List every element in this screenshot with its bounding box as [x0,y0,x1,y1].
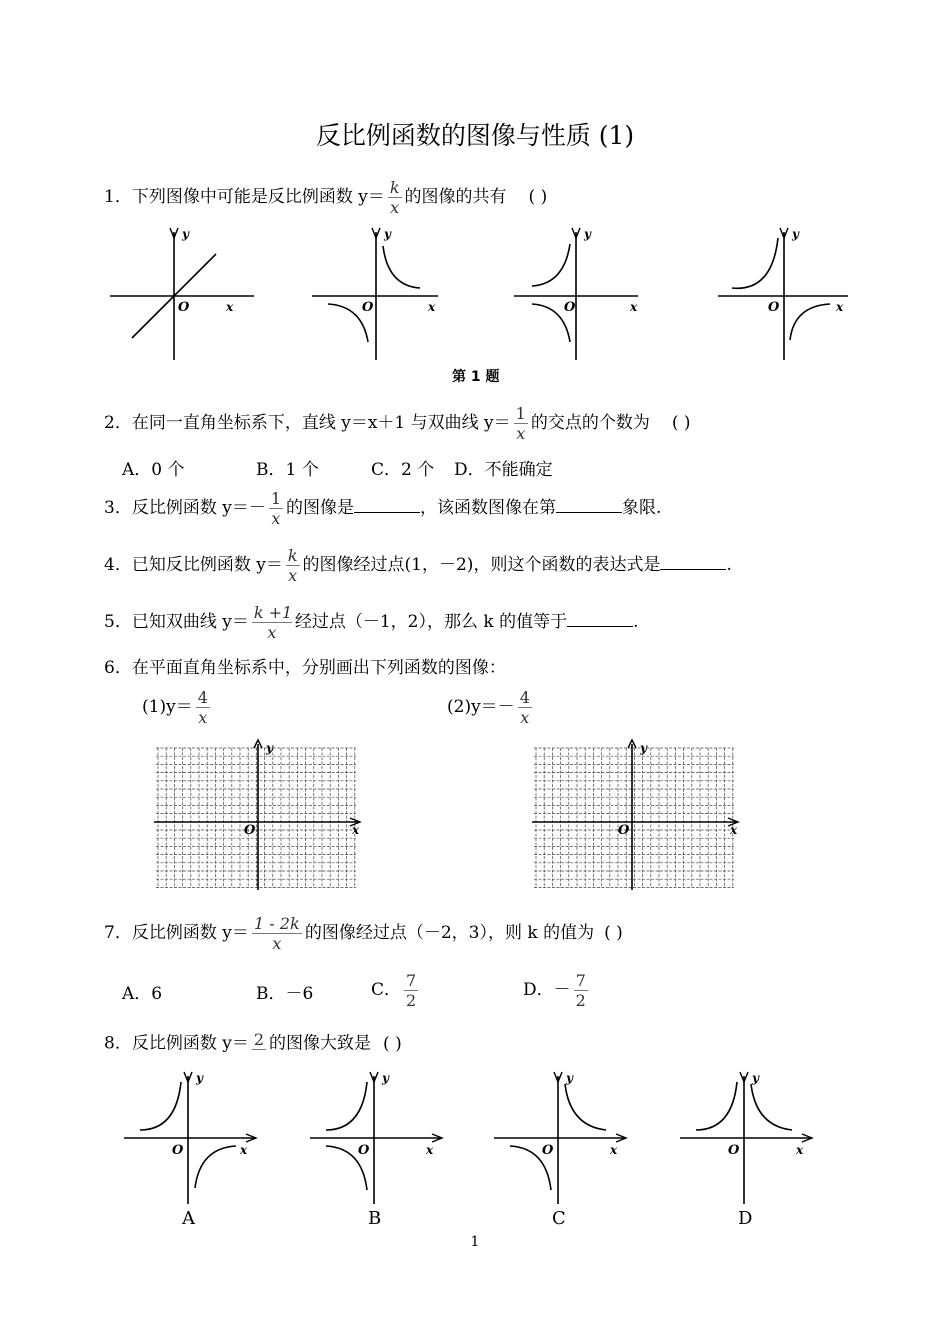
q8-answer-paren: ( ) [383,1033,402,1054]
q3-text-2: 的图像是 [286,498,355,518]
q6-part-1-fraction [196,688,210,727]
q7-option-d-label: D．－ [523,980,571,1000]
q8-denominator [252,1049,266,1058]
q6-part-2 [447,688,535,727]
q3-text: 反比例函数 y＝－ [131,498,266,518]
q8-graph-d [674,1068,819,1208]
q5-text-2: 经过点（－1，2），那么 k 的值等于 [294,612,568,632]
q7-answer-paren: ( ) [604,923,623,943]
origin-label: O [172,1143,184,1158]
question-2 [104,404,691,443]
grid-lines [156,748,356,888]
q1-caption: 第 1 题 [452,369,500,385]
q6-part-1-label: (1)y＝ [142,697,193,717]
q3-text-3: ，该函数图像在第 [420,498,557,518]
q6-part-2-label: (2)y＝－ [447,697,515,717]
x-label: x [836,300,844,314]
q2-fraction [514,404,528,443]
x-label: x [226,300,234,314]
q6-grid-1[interactable] [152,738,367,893]
q8-text-2: 的图像大致是 [269,1033,372,1054]
question-6 [104,657,506,679]
q6-grid-2[interactable] [530,738,745,893]
q4-number: 4． [104,555,132,575]
q7-option-c-numerator: 7 [406,971,417,990]
q5-number: 5． [104,612,132,632]
question-8 [104,1030,402,1058]
curve-q2 [532,244,570,286]
q7-option-b: B．－6 [256,984,314,1004]
q8-label-d[interactable]: D [738,1208,753,1229]
q5-blank[interactable] [567,612,633,627]
y-label: y [640,741,647,755]
y-label: y [382,1071,389,1085]
q3-number: 3． [104,498,132,518]
origin-label: O [362,300,374,315]
q4-text: 已知反比例函数 y＝ [131,555,283,575]
q7-text: 反比例函数 y＝ [131,923,249,943]
q7-option-c-fraction [404,971,418,1010]
q3-numerator: 1 [270,489,282,508]
origin-label: O [564,300,576,315]
q6-part-2-fraction [518,688,532,727]
q1-graph-2 [308,224,443,364]
q2-option-c: C．2 个 [371,460,435,480]
q4-text-2: 的图像经过点(1，－2)，则这个函数的表达式是 [302,555,661,575]
y-label: y [752,1071,759,1085]
curve-q2 [140,1082,181,1130]
q3-denominator: x [269,508,283,528]
question-4 [104,546,732,585]
x-label: x [428,300,436,314]
q1-graph-1 [104,224,259,364]
curve-q1 [565,1084,606,1130]
q8-numerator: 2 [253,1030,265,1049]
origin-label: O [768,300,780,315]
q7-option-c-denominator: 2 [406,991,417,1010]
origin-label: O [618,823,630,838]
q2-text: 在同一直角坐标系下，直线 y＝x＋1 与双曲线 y＝ [131,413,511,433]
q2-option-b: B．1 个 [256,460,319,480]
x-label: x [796,1143,804,1157]
q6-part-1-numerator: 4 [197,688,208,707]
q3-text-4: 象限. [622,498,662,518]
q6-part-2-denominator: x [518,707,532,727]
curve-q2 [732,238,778,288]
q7-option-c [371,971,421,1010]
origin-label: O [728,1143,740,1158]
q2-option-d: D．不能确定 [454,460,553,480]
x-label: x [730,823,738,837]
page-title: 反比例函数的图像与性质 (1) [315,121,635,150]
q3-blank-2[interactable] [556,498,622,513]
q8-text: 反比例函数 y＝ [131,1033,249,1054]
q2-number: 2． [104,413,132,433]
y-label: y [792,227,799,241]
q6-part-1 [142,688,213,727]
y-label: y [182,227,189,241]
question-7 [104,914,623,953]
q8-fraction [252,1030,266,1058]
question-1 [104,178,547,217]
y-label: y [566,1071,573,1085]
q5-numerator: k +1 [253,603,293,622]
grid-lines [534,748,734,888]
q8-graph-c [488,1068,633,1208]
q2-text-2: 的交点的个数为 [530,413,650,433]
origin-label: O [244,823,256,838]
q1-graph-4 [712,224,852,364]
x-label: x [630,300,638,314]
x-label: x [610,1143,618,1157]
q4-blank[interactable] [660,555,726,570]
q1-fraction [388,178,402,217]
q3-fraction [269,489,283,528]
q2-option-a: A．0 个 [122,460,185,480]
q3-blank-1[interactable] [354,498,420,513]
x-label: x [352,823,360,837]
q8-label-b[interactable]: B [368,1208,382,1229]
origin-label: O [358,1143,370,1158]
curve-q1 [383,246,420,288]
q1-answer-paren: ( ) [528,187,548,207]
q7-option-d [523,971,591,1010]
q5-text-3: . [633,612,639,632]
q7-fraction [252,914,302,953]
q7-text-2: 的图像经过点（－2，3），则 k 的值为 [304,923,595,943]
q7-number: 7． [104,923,132,943]
curve-q2 [326,1082,367,1130]
page-number: 1 [470,1234,480,1250]
q1-text: 下列图像中可能是反比例函数 y＝ [131,187,385,207]
y-label: y [196,1071,203,1085]
q1-denominator: x [388,197,402,217]
q6-number: 6． [104,658,132,678]
q7-option-d-fraction [574,971,588,1010]
question-3 [104,489,661,528]
y-label: y [266,741,273,755]
x-label: x [426,1143,434,1157]
question-5 [104,603,639,642]
q6-part-2-numerator: 4 [519,688,530,707]
y-label: y [384,227,391,241]
q1-numerator: k [389,178,400,197]
curve-q4 [790,304,830,340]
origin-label: O [178,300,190,315]
x-label: x [240,1143,248,1157]
q4-text-3: . [726,555,732,575]
q8-label-c[interactable]: C [552,1208,566,1229]
q7-numerator: 1 - 2k [254,914,300,933]
q5-fraction [252,603,292,642]
q4-numerator: k [287,546,298,565]
q5-denominator: x [252,622,292,642]
curve-q2 [696,1082,737,1130]
q1-text-2: 的图像的共有 [404,187,507,207]
q2-answer-paren: ( ) [671,413,691,433]
q4-denominator: x [286,565,300,585]
q8-graph-b [304,1068,449,1208]
curve-q1 [751,1084,792,1130]
q5-text: 已知双曲线 y＝ [131,612,249,632]
q6-text: 在平面直角坐标系中，分别画出下列函数的图像： [131,658,506,678]
q6-part-1-denominator: x [196,707,210,727]
q8-label-a[interactable]: A [182,1208,195,1229]
y-label: y [584,227,591,241]
q7-option-d-denominator: 2 [575,991,586,1010]
q1-graph-3 [508,224,643,364]
q1-number: 1． [104,187,132,207]
origin-label: O [542,1143,554,1158]
q8-graph-a [118,1068,263,1208]
q7-option-c-label: C． [371,980,402,1000]
q2-denominator: x [514,423,528,443]
q2-numerator: 1 [515,404,526,423]
q7-option-d-numerator: 7 [575,971,586,990]
q7-option-a: A．6 [122,984,163,1004]
q4-fraction [286,546,300,585]
q8-number: 8． [104,1033,132,1054]
curve-q4 [195,1146,236,1188]
q7-denominator: x [252,933,302,953]
